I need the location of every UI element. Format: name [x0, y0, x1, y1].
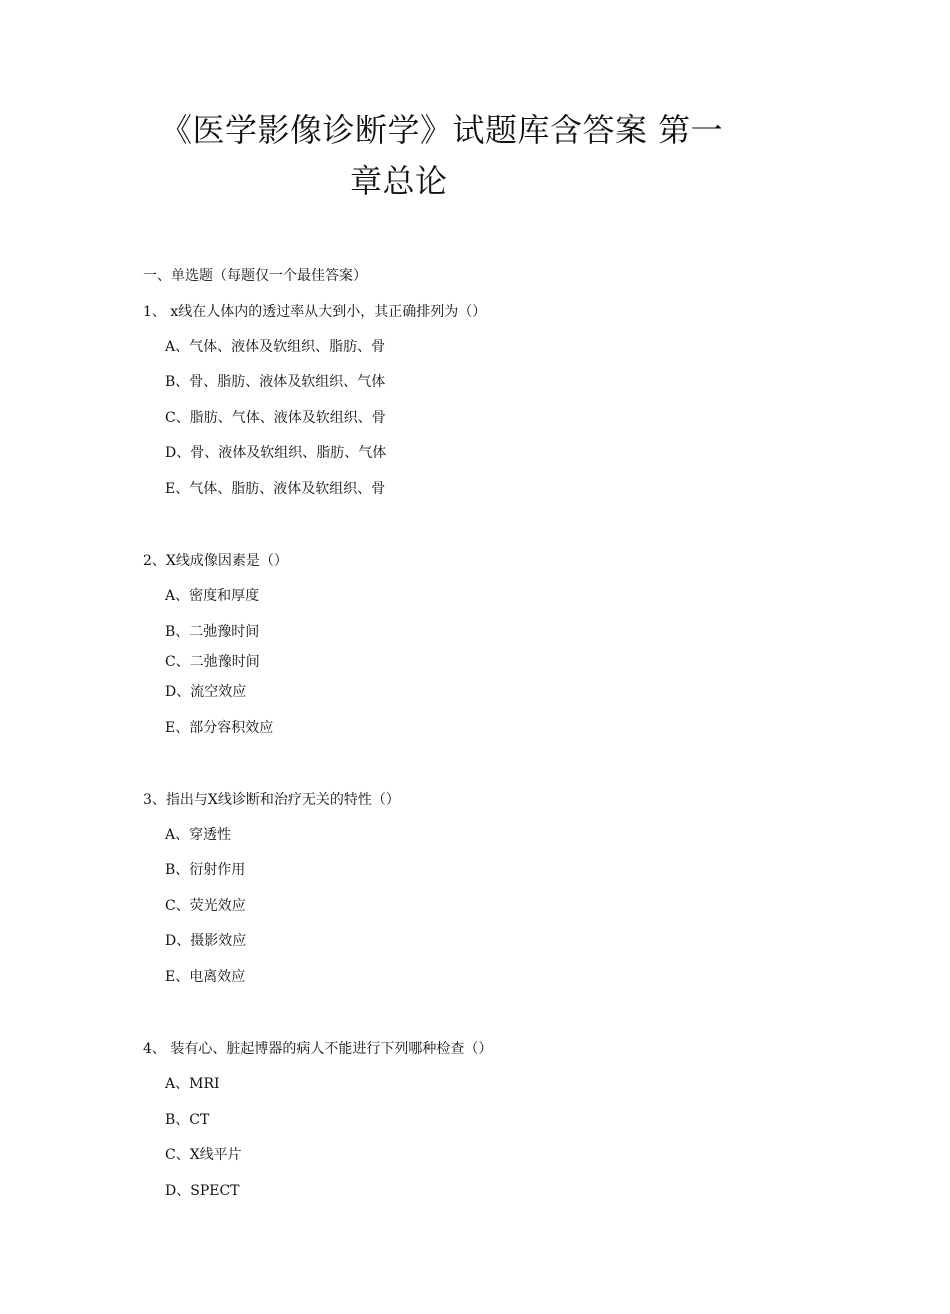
- question-4-text: 4、 装有心、脏起博器的病人不能进行下列哪种检查（）: [143, 1041, 493, 1057]
- question-1-option-e: E、气体、脂肪、液体及软组织、骨: [165, 481, 386, 497]
- question-1-option-a: A、气体、液体及软组织、脂肪、骨: [165, 339, 386, 355]
- question-2-option-a: A、密度和厚度: [165, 588, 260, 604]
- question-2-option-c: C、二弛豫时间: [165, 654, 260, 670]
- question-3-option-b: B、衍射作用: [165, 862, 246, 878]
- question-2-option-e: E、部分容积效应: [165, 720, 274, 736]
- question-2-option-b: B、二弛豫时间: [165, 624, 260, 640]
- question-1-option-c: C、脂肪、气体、液体及软组织、骨: [165, 410, 386, 426]
- question-3-text: 3、指出与X线诊断和治疗无关的特性（）: [143, 792, 400, 808]
- question-3-option-d: D、摄影效应: [165, 933, 247, 949]
- question-1-option-d: D、骨、液体及软组织、脂肪、气体: [165, 445, 387, 461]
- question-2-text: 2、X线成像因素是（）: [143, 553, 288, 569]
- question-1-text: 1、 x线在人体内的透过率从大到小，其正确排列为（）: [143, 304, 487, 320]
- question-3-option-c: C、荧光效应: [165, 898, 246, 914]
- question-4-option-b: B、CT: [165, 1112, 210, 1128]
- section-heading: 一、单选题（每题仅一个最佳答案）: [143, 268, 367, 284]
- question-1-option-b: B、骨、脂肪、液体及软组织、气体: [165, 374, 386, 390]
- question-4-option-a: A、MRI: [165, 1076, 220, 1092]
- document-title-line-2: 章总论: [350, 162, 448, 200]
- document-title-line-1: 《医学影像诊断学》试题库含答案 第一: [160, 111, 724, 149]
- question-2-option-d: D、流空效应: [165, 684, 247, 700]
- question-3-option-e: E、电离效应: [165, 969, 246, 985]
- question-4-option-c: C、X线平片: [165, 1147, 242, 1163]
- question-4-option-d: D、SPECT: [165, 1183, 240, 1199]
- question-3-option-a: A、穿透性: [165, 827, 232, 843]
